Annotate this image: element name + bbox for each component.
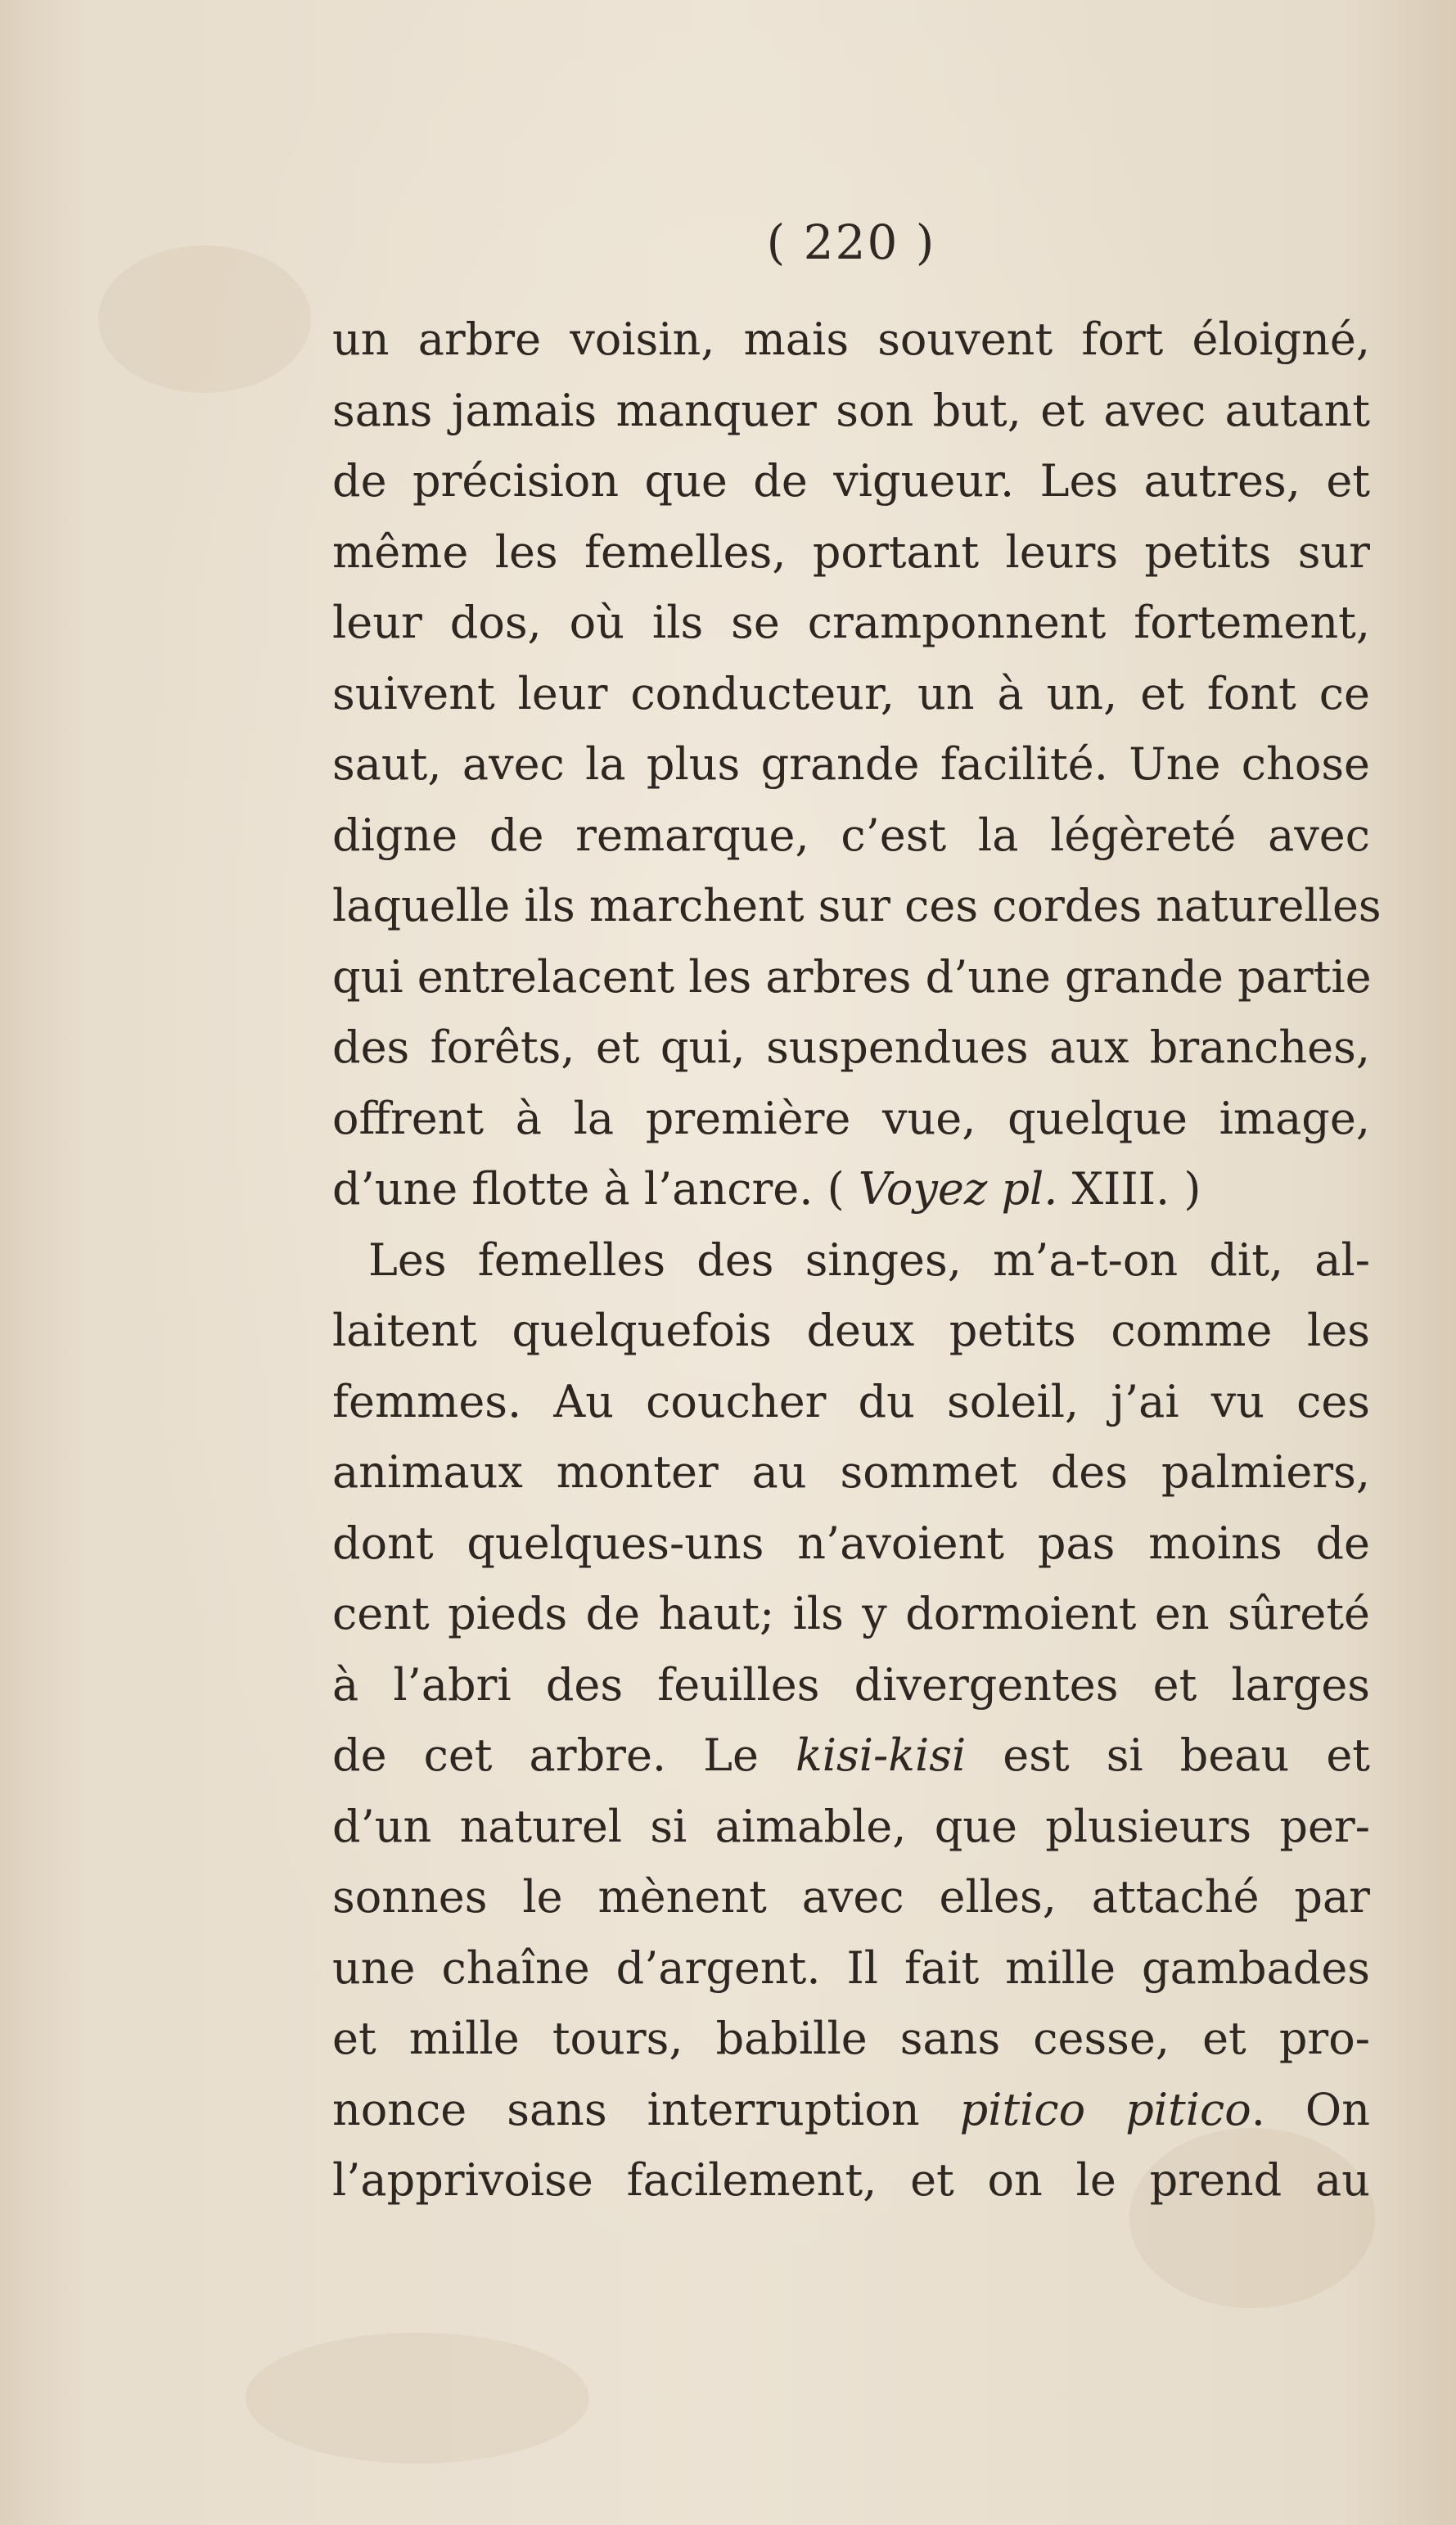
text-line: qui entrelacent les arbres d’une grande partie: [332, 950, 1372, 1003]
text-line: offrent à la première vue, quelque image,: [332, 1092, 1370, 1144]
page-number: ( 220 ): [766, 214, 936, 270]
paper-stain: [246, 2333, 589, 2464]
text-line: laquelle ils marchent sur ces cordes naturelles: [332, 880, 1382, 931]
text-line: saut, avec la plus grande facilité. Une chose: [332, 738, 1370, 790]
text-line: digne de remarque, c’est la légèreté avec: [332, 809, 1370, 861]
text-line: animaux monter au sommet des palmiers,: [332, 1446, 1370, 1498]
text-line: même les femelles, portant leurs petits sur: [332, 525, 1370, 578]
paragraph-1: [332, 304, 1382, 1225]
text-line: et mille tours, babille sans cesse, et pro-: [332, 2013, 1370, 2064]
text-line: femmes. Au coucher du soleil, j’ai vu ces: [332, 1375, 1370, 1427]
text-line: de précision que de vigueur. Les autres, et: [332, 455, 1370, 507]
text-line: de cet arbre. Le kisi-kisi est si beau et: [332, 1729, 1370, 1781]
paragraph-2: [332, 1225, 1370, 2216]
text-line: sans jamais manquer son but, et avec autant: [332, 384, 1370, 436]
text-line: cent pieds de haut; ils y dormoient en sûreté: [332, 1588, 1370, 1639]
text-line: à l’abri des feuilles divergentes et larges: [332, 1658, 1370, 1711]
text-line: suivent leur conducteur, un à un, et font ce: [332, 667, 1370, 719]
text-line: leur dos, où ils se cramponnent fortement,: [332, 597, 1370, 648]
italic-term: Voyez pl.: [858, 1163, 1058, 1215]
text-line: d’un naturel si aimable, que plusieurs per-: [332, 1800, 1370, 1852]
text-line: des forêts, et qui, suspendues aux branches,: [332, 1021, 1370, 1073]
text-line: dont quelques-uns n’avoient pas moins de: [332, 1517, 1370, 1569]
text-line: l’apprivoise facilement, et on le prend au: [332, 2154, 1370, 2206]
body-text: [332, 304, 1382, 2216]
italic-term: kisi-kisi: [796, 1729, 967, 1781]
text-line: d’une flotte à l’ancre. ( Voyez pl. XIII. ): [332, 1163, 1201, 1215]
text-line: nonce sans interruption pitico pitico. On: [332, 2083, 1370, 2135]
italic-term: pitico pitico: [959, 2083, 1251, 2135]
text-line: laitent quelquefois deux petits comme les: [332, 1305, 1370, 1356]
text-line: Les femelles des singes, m’a-t-on dit, al-: [368, 1233, 1370, 1286]
text-line: une chaîne d’argent. Il fait mille gambades: [332, 1941, 1370, 1994]
text-line: sonnes le mènent avec elles, attaché par: [332, 1871, 1370, 1923]
text-line: un arbre voisin, mais souvent fort éloigné,: [332, 313, 1370, 365]
